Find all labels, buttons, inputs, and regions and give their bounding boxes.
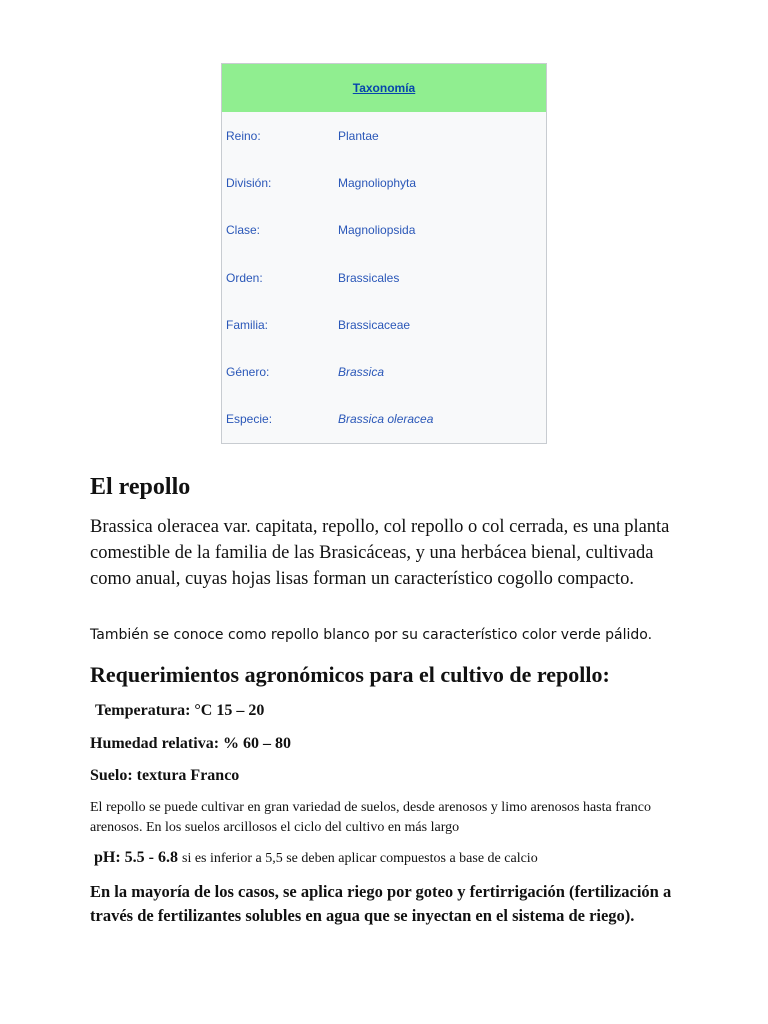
page-title: El repollo bbox=[90, 474, 191, 500]
taxonomy-row bbox=[222, 396, 546, 443]
taxonomy-label: Orden: bbox=[226, 270, 263, 285]
taxonomy-value[interactable]: Brassica oleracea bbox=[338, 412, 434, 427]
taxonomy-label: Familia: bbox=[226, 317, 269, 332]
taxonomy-rows bbox=[222, 112, 546, 443]
humidity-line bbox=[90, 735, 690, 753]
taxonomy-row bbox=[222, 254, 546, 301]
taxonomy-value[interactable]: Brassica bbox=[338, 365, 385, 380]
requirements-heading: Requerimientos agronómicos para el cultivo de repollo: bbox=[90, 662, 610, 687]
taxonomy-row bbox=[222, 348, 546, 395]
taxonomy-label: Especie: bbox=[226, 412, 273, 427]
humidity-label: Humedad relativa: bbox=[90, 735, 220, 752]
taxonomy-value[interactable]: Plantae bbox=[338, 128, 379, 143]
taxonomy-label: Género: bbox=[226, 365, 270, 380]
irrigation-paragraph: En la mayoría de los casos, se aplica riego por goteo y fertirrigación (fertilización a través de fertilizantes solubles en agua que se inyectan en el sistema de riego). bbox=[90, 882, 672, 925]
ph-note: si es inferior a 5,5 se deben aplicar compuestos a base de calcio bbox=[182, 851, 538, 866]
taxonomy-label: División: bbox=[226, 175, 272, 190]
taxonomy-value[interactable]: Magnoliophyta bbox=[338, 175, 417, 190]
ph-line bbox=[94, 849, 694, 867]
taxonomy-link[interactable]: Taxonomía bbox=[352, 81, 416, 95]
taxonomy-row bbox=[222, 159, 546, 206]
temperature-label: Temperatura: bbox=[95, 702, 191, 719]
temperature-value: °C 15 – 20 bbox=[194, 702, 265, 719]
taxonomy-value[interactable]: Magnoliopsida bbox=[338, 223, 416, 238]
taxonomy-row bbox=[222, 207, 546, 254]
taxonomy-label: Reino: bbox=[226, 128, 261, 143]
taxonomy-row bbox=[222, 301, 546, 348]
taxonomy-box bbox=[221, 63, 547, 444]
taxonomy-row bbox=[222, 112, 546, 159]
soil-note: El repollo se puede cultivar en gran variedad de suelos, desde arenosos y limo arenosos hasta franco arenosos. En los suelos arcillosos el ciclo del cultivo en más largo bbox=[90, 800, 651, 835]
ph-value: 5.5 - 6.8 bbox=[124, 849, 178, 866]
taxonomy-value[interactable]: Brassicales bbox=[338, 270, 400, 285]
soil-line bbox=[90, 767, 690, 785]
taxonomy-header bbox=[222, 64, 546, 112]
soil-text: Suelo: textura Franco bbox=[90, 767, 240, 784]
taxonomy-label: Clase: bbox=[226, 223, 261, 238]
ph-label: pH: bbox=[94, 849, 121, 866]
taxonomy-value[interactable]: Brassicaceae bbox=[338, 317, 411, 332]
intro-paragraph: Brassica oleracea var. capitata, repollo, col repollo o col cerrada, es una planta comestible de la familia de las Brasicáceas, y una herbácea bienal, cultivada como anual, cuyas hojas lisas forman un característico cogollo compacto. bbox=[90, 517, 670, 589]
temperature-line bbox=[95, 702, 695, 720]
humidity-value: % 60 – 80 bbox=[223, 735, 292, 752]
also-known-text: También se conoce como repollo blanco por su característico color verde pálido. bbox=[90, 627, 653, 643]
